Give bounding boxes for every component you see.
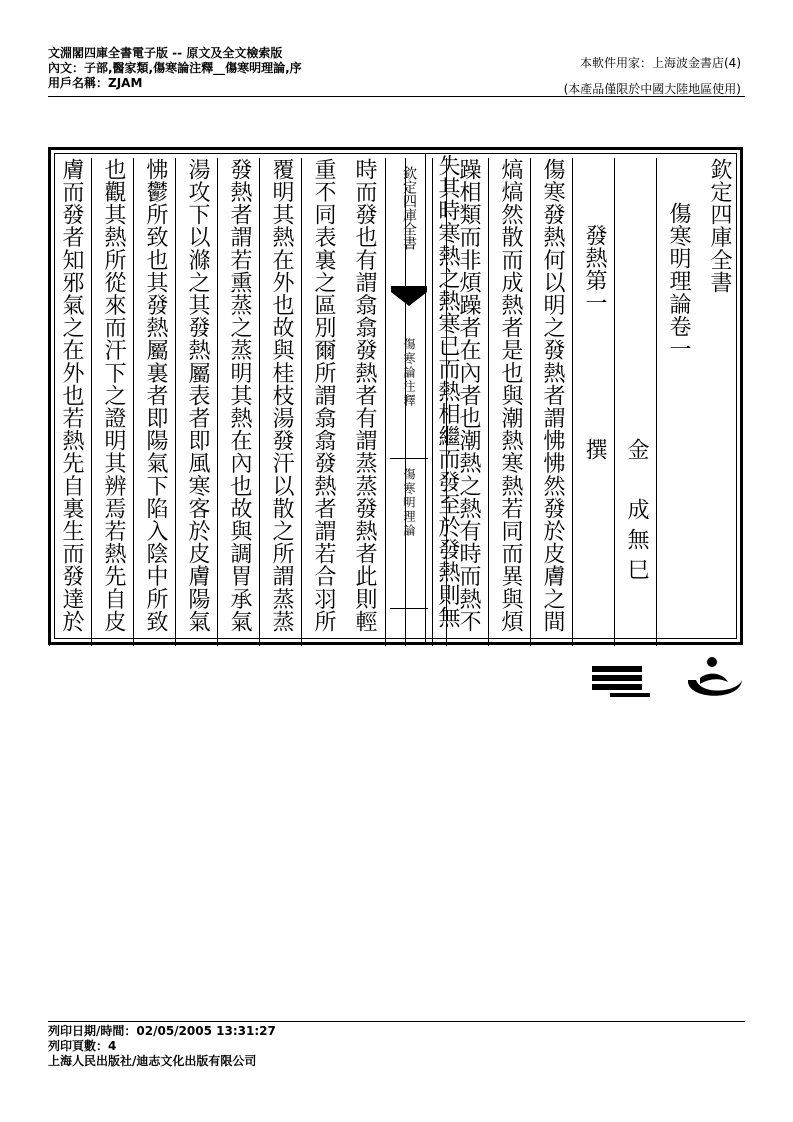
column-section-title [572, 158, 615, 646]
header-left [48, 46, 302, 91]
column-text: 也觀其熱所從來而汗下之證明其辨焉若熱先自皮 [101, 158, 126, 633]
fold-rule [390, 608, 428, 609]
page-frame [48, 147, 743, 645]
header-right [564, 50, 741, 102]
fold-header-text: 欽定四庫全書 [401, 166, 417, 250]
column-text: 覆明其熱在外也故與桂枝湯發汗以散之所謂蒸蒸 [269, 158, 294, 633]
header-divider [48, 96, 745, 97]
column-text: 湯攻下以滌之其發熱屬表者即風寒客於皮膚陽氣 [185, 158, 210, 633]
column-text-11 [91, 158, 134, 646]
fold-book-title: 傷寒論注釋 [402, 338, 416, 408]
footer-divider [48, 1021, 745, 1022]
column-text: 熇熇然散而成熱者是也與潮熱寒熱若同而異與煩 [498, 158, 523, 633]
header-licensee: 本軟件用家：上海波金書店(4) [580, 56, 741, 70]
column-text-12 [49, 158, 92, 646]
column-text: 發熱者謂若熏蒸之蒸明其熱在內也故與調胃承氣 [227, 158, 252, 633]
column-text: 失其時寒熱之熱寒已而熱相繼而發至於發熱則無 [435, 154, 460, 629]
print-datetime: 列印日期/時間：02/05/2005 13:31:27 [48, 1024, 276, 1038]
column-text-2 [488, 158, 531, 646]
header-content-path: 內文：子部,醫家類,傷寒論注釋__傷寒明理論,序 [48, 61, 302, 75]
author-line: 金 成無巳 撰 [582, 438, 649, 618]
publisher-logo-icon [590, 656, 746, 704]
fold-book-subtitle: 傷寒明理論 [402, 468, 416, 538]
column-text: 發熱第一 [582, 224, 607, 315]
page-frame-inner [54, 153, 737, 639]
column-text: 躁相類而非煩躁者在內者也潮熱之熱有時而熱不 [456, 158, 481, 633]
column-text: 怫鬱所致也其發熱屬裏者即陽氣下陷入陰中所致 [143, 158, 168, 633]
column-text-8 [217, 158, 260, 646]
fold-rule [390, 458, 428, 459]
column-text: 時而發也有謂翕翕發熱者有謂蒸蒸發熱者此則輕 [352, 158, 377, 633]
column-text-4-content [425, 154, 468, 642]
column-text-6 [301, 158, 344, 646]
column-text-5 [343, 158, 385, 646]
column-text: 傷寒發熱何以明之發熱者謂怫怫然發於皮膚之間 [540, 158, 565, 633]
column-text-7 [259, 158, 302, 646]
column-text: 重不同表裏之區別爾所謂翕翕發熱者謂若合羽所 [311, 158, 336, 633]
column-volume-title [656, 158, 699, 646]
column-text-1 [530, 158, 573, 646]
fishtail-mark-icon [391, 286, 427, 306]
column-text: 傷寒明理論卷一 [666, 202, 691, 361]
print-page-count: 列印頁數：4 [48, 1039, 117, 1053]
footer [48, 1024, 276, 1069]
column-title [698, 158, 740, 646]
column-text: 膚而發者知邪氣之在外也若熱先自裏生而發達於 [59, 158, 84, 633]
publisher-credit: 上海人民出版社/迪志文化出版有限公司 [48, 1054, 257, 1068]
column-text-9 [175, 158, 218, 646]
header-username: 用戶名稱：ZJAM [48, 76, 143, 90]
header-region-notice: (本產品僅限於中國大陸地區使用) [563, 82, 741, 96]
header-title: 文淵閣四庫全書電子版 -- 原文及全文檢索版 [48, 46, 283, 60]
column-text: 欽定四庫全書 [707, 158, 732, 294]
column-text-10 [133, 158, 176, 646]
